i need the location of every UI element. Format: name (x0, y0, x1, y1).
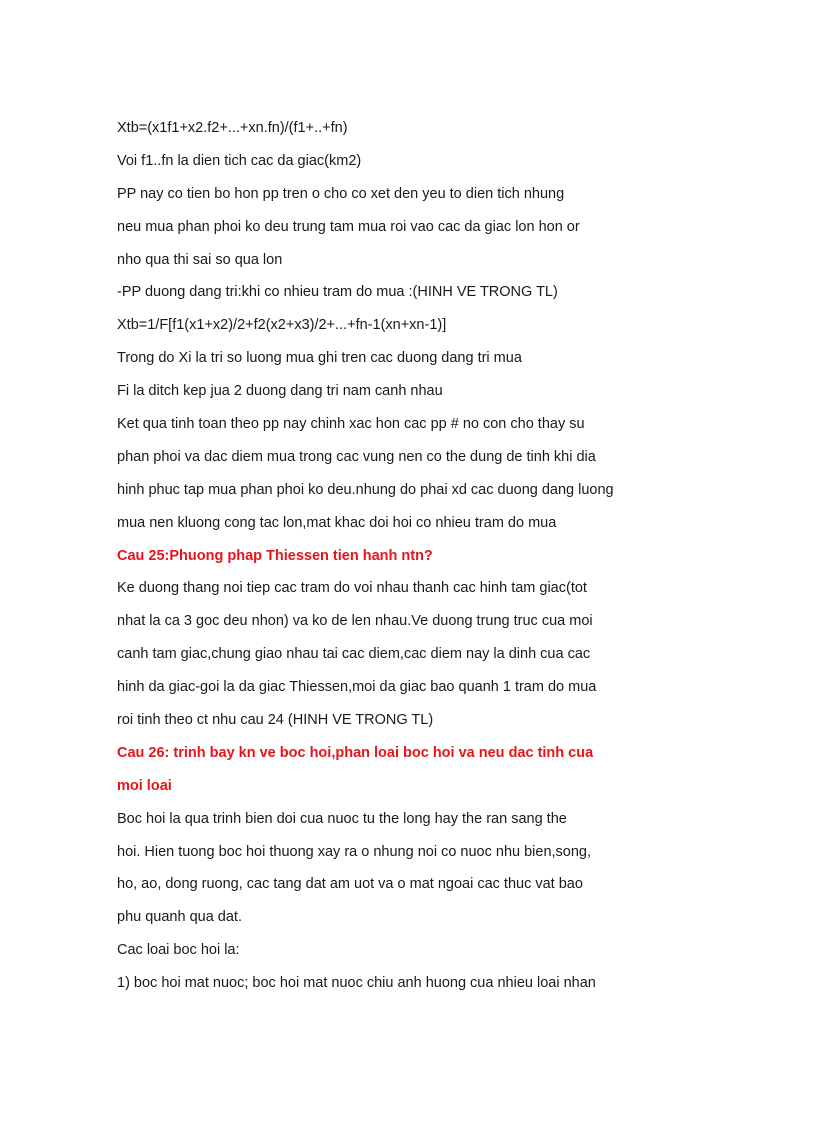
text-line: 1) boc hoi mat nuoc; boc hoi mat nuoc chiu anh huong cua nhieu loai nhan (117, 975, 596, 992)
text-line: Voi f1..fn la dien tich cac da giac(km2) (117, 152, 362, 169)
text-line: canh tam giac,chung giao nhau tai cac diem,cac diem nay la dinh cua cac (117, 646, 591, 663)
text-line: Ket qua tinh toan theo pp nay chinh xac hon cac pp # no con cho thay su (117, 416, 585, 433)
text-line: Ke duong thang noi tiep cac tram do voi nhau thanh cac hinh tam giac(tot (117, 580, 587, 597)
text-line: Cac loai boc hoi la: (117, 942, 240, 959)
text-line: Boc hoi la qua trinh bien doi cua nuoc tu the long hay the ran sang the (117, 810, 567, 827)
text-line: phu quanh qua dat. (117, 909, 242, 926)
text-line: hoi. Hien tuong boc hoi thuong xay ra o nhung noi co nuoc nhu bien,song, (117, 843, 592, 860)
text-line: -PP duong dang tri:khi co nhieu tram do mua :(HINH VE TRONG TL) (117, 284, 558, 301)
text-line: phan phoi va dac diem mua trong cac vung nen co the dung de tinh khi dia (117, 448, 596, 465)
section-heading: Cau 25:Phuong phap Thiessen tien hanh ntn? (117, 547, 433, 564)
text-line: ho, ao, dong ruong, cac tang dat am uot va o mat ngoai cac thuc vat bao (117, 876, 583, 893)
text-line: nho qua thi sai so qua lon (117, 251, 283, 268)
text-line: Fi la ditch kep jua 2 duong dang tri nam canh nhau (117, 383, 443, 400)
formula-line: Xtb=(x1f1+x2.f2+...+xn.fn)/(f1+..+fn) (117, 120, 348, 136)
formula-line: Xtb=1/F[f1(x1+x2)/2+f2(x2+x3)/2+...+fn-1(xn+xn-1)] (117, 317, 447, 334)
text-line: Trong do Xi la tri so luong mua ghi tren cac duong dang tri mua (117, 350, 522, 367)
section-heading-continued: moi loai (117, 777, 172, 794)
text-line: hinh phuc tap mua phan phoi ko deu.nhung do phai xd cac duong dang luong (117, 481, 614, 498)
text-line: nhat la ca 3 goc deu nhon) va ko de len nhau.Ve duong trung truc cua moi (117, 613, 593, 630)
text-line: PP nay co tien bo hon pp tren o cho co xet den yeu to dien tich nhung (117, 185, 565, 202)
text-line: hinh da giac-goi la da giac Thiessen,moi da giac bao quanh 1 tram do mua (117, 679, 597, 696)
text-line: mua nen kluong cong tac lon,mat khac doi hoi co nhieu tram do mua (117, 514, 557, 531)
text-line: neu mua phan phoi ko deu trung tam mua roi vao cac da giac lon hon or (117, 218, 580, 235)
document-body (117, 112, 677, 1000)
section-heading: Cau 26: trinh bay kn ve boc hoi,phan loai boc hoi va neu dac tinh cua (117, 744, 594, 761)
text-line: roi tinh theo ct nhu cau 24 (HINH VE TRONG TL) (117, 712, 434, 729)
